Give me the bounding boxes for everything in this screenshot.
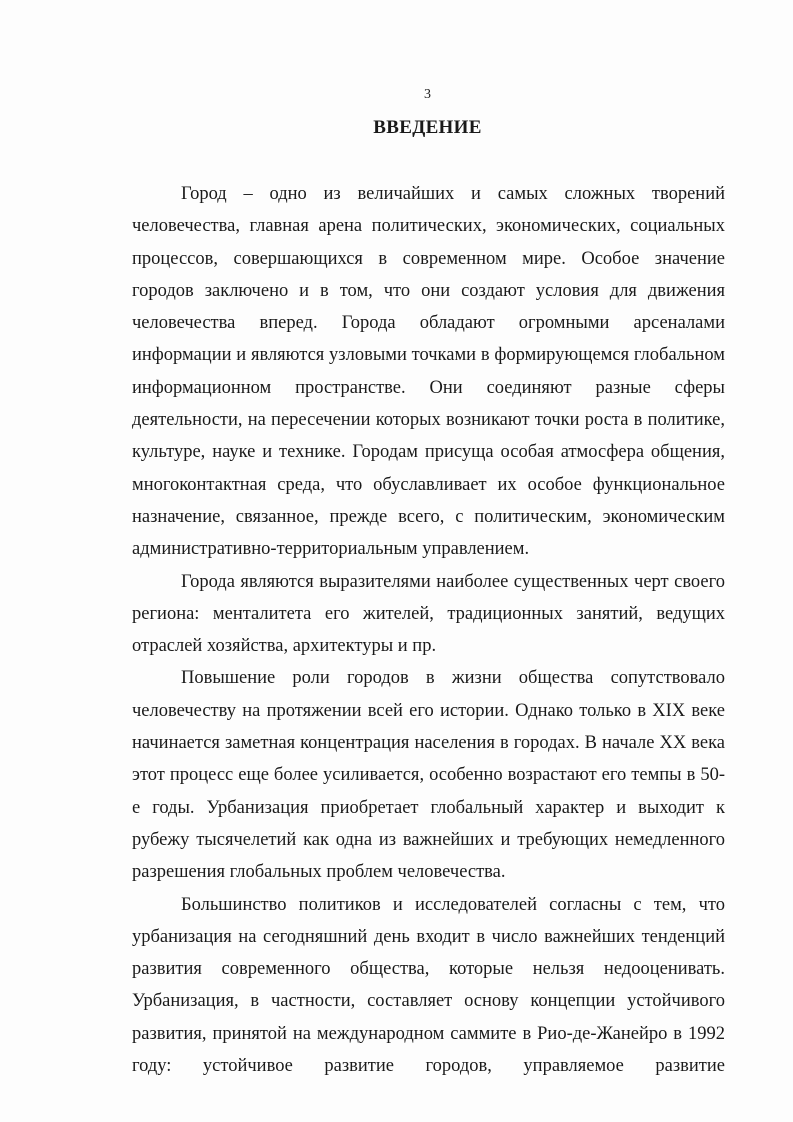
body-text <box>132 178 725 1082</box>
paragraph-1: Город – одно из величайших и самых сложных творений человечества, главная арена политических, экономических, социальных процессов, совершающихся в современном мире. Особое значение городов заключено и в том, что они создают условия для движения человечества вперед. Города обладают огромными арсеналами информации и являются узловыми точками в формирующемся глобальном информационном пространстве. Они соединяют разные сферы деятельности, на пересечении которых возникают точки роста в политике, культуре, науке и технике. Городам присуща особая атмосфера общения, многоконтактная среда, что обуславливает их особое функциональное назначение, связанное, прежде всего, с политическим, экономическим административно-территориальным управлением. <box>132 184 725 560</box>
paragraph-4: Большинство политиков и исследователей согласны с тем, что урбанизация на сегодняшний день входит в число важнейших тенденций развития современного общества, которые нельзя недооценивать. Урбанизация, в частности, составляет основу концепции устойчивого развития, принятой на международном саммите в Рио-де-Жанейро в 1992 году: устойчивое развитие городов, управляемое развитие <box>132 894 725 1077</box>
page-number: 3 <box>424 87 431 102</box>
page-title: ВВЕДЕНИЕ <box>373 117 482 138</box>
paragraph-2: Города являются выразителями наиболее существенных черт своего региона: менталитета его жителей, традиционных занятий, ведущих отраслей хозяйства, архитектуры и пр. <box>132 571 725 657</box>
paragraph-3: Повышение роли городов в жизни общества сопутствовало человечеству на протяжении всей его истории. Однако только в XIX веке начинается заметная концентрация населения в городах. В начале XX века этот процесс еще более усиливается, особенно возрастают его темпы в 50-е годы. Урбанизация приобретает глобальный характер и выходит к рубежу тысячелетий как одна из важнейших и требующих немедленного разрешения глобальных проблем человечества. <box>132 668 725 883</box>
